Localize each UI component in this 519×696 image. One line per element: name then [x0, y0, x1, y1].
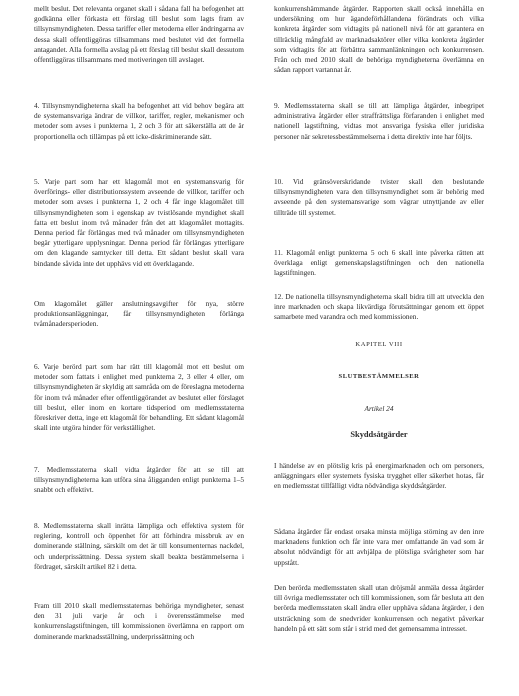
- paragraph-5-sub: Om klagomålet gäller anslutningsavgifter för nya, större produktionsanläggningar, får tillsynsmyndigheten förlänga tvåmånadersperioden.: [34, 299, 244, 329]
- article-title: Skyddsåtgärder: [350, 430, 408, 439]
- article-number: Artikel 24: [364, 404, 394, 413]
- paragraph-4: 4. Tillsynsmyndigheterna skall ha befogenhet att vid behov begära att de systemansvariga ändrar de villkor, tariffer, regler, mekanismer och metoder som avses i punkterna 1, 2 och 3 för att säkerställa att de är proportionella och tillämpas på ett icke-diskriminerande sätt.: [34, 101, 244, 141]
- paragraph-8: 8. Medlemsstaterna skall inrätta lämpliga och effektiva system för reglering, kontroll och öppenhet för att förhindra missbruk av en dominerande ställning, särskilt om det är till konsumenternas nackdel, och underprissättning. Dessa system skall beakta bestämmelserna i fördraget, särskilt artikel 82 i detta.: [34, 521, 244, 571]
- chapter-heading: KAPITEL VIII: [355, 341, 403, 348]
- paragraph-7: 7. Medlemsstaterna skall vidta åtgärder för att se till att tillsynsmyndigheterna kan utföra sina åligganden enligt punkterna 1–5 snabbt och effektivt.: [34, 465, 244, 495]
- paragraph: mellt beslut. Det relevanta organet skall i sådana fall ha befogenhet att godkänna eller förkasta ett förslag till beslut som lagts fram av tillsynsmyndigheten. Dessa tariffer eller metoderna eller ändringarna av dessa skall offentliggöras tillsammans med beslutet vid det formella antagandet. Alla formella avslag på ett förslag till beslut skall dessutom offentliggöras tillsammans med motiveringen till avslaget.: [34, 4, 244, 65]
- paragraph-9: 9. Medlemsstaterna skall se till att lämpliga åtgärder, inbegripet administrativa åtgärder eller straffrättsliga förfaranden i enlighet med nationell lagstiftning, vidtas mot ansvariga fysiska eller juridiska personer när sekretessbestämmelserna i detta direktiv inte har följts.: [274, 101, 484, 141]
- paragraph-art24-2: Sådana åtgärder får endast orsaka minsta möjliga störning av den inre marknadens funktion och får inte vara mer omfattande än vad som är absolut nödvändigt för att avhjälpa de plötsliga svårigheter som har uppstått.: [274, 527, 484, 567]
- paragraph-art24-1: I händelse av en plötslig kris på energimarknaden och om personers, anläggningars eller systemets fysiska trygghet eller säkerhet hotas, får en medlemsstat tillfälligt vidta nödvändiga skyddsåtgärder.: [274, 461, 484, 491]
- chapter-title: SLUTBESTÄMMELSER: [338, 373, 420, 380]
- paragraph-11: 11. Klagomål enligt punkterna 5 och 6 skall inte påverka rätten att överklaga enligt gemenskapslagstiftningen och den nationella lagstiftningen.: [274, 248, 484, 278]
- paragraph-art24-3: Den berörda medlemsstaten skall utan dröjsmål anmäla dessa åtgärder till övriga medlemsstater och till kommissionen, som får besluta att den berörda medlemsstaten skall ändra eller upphäva sådana åtgärder, i den utsträckning som de snedvrider konkurrensen och negativt påverkar handeln på ett sätt som står i strid med det gemensamma intresset.: [274, 583, 484, 633]
- paragraph-6: 6. Varje berörd part som har rätt till klagomål mot ett beslut om metoder som fattats i enlighet med punkterna 2, 3 eller 4 eller, om tillsynsmyndigheten är skyldig att samråda om de föreslagna metoderna för inom två månader efter offentliggörandet av beslutet eller förslaget till beslut, eller inom en kortare tidsperiod om medlemsstaterna föreskriver detta, inge ett klagomål för behandling. Ett sådant klagomål skall inte utgöra hinder för verkställighet.: [34, 362, 244, 433]
- paragraph-cont: konkurrenshämmande åtgärder. Rapporten skall också innehålla en undersökning om hur ägandeförhållandena förändrats och vilka konkreta åtgärder som vidtagits på nationell nivå för att garantera en tillräcklig mångfald av marknadsaktörer eller vilka konkreta åtgärder som vidtagits för att förbättra sammanlänkningen och konkurrensen. Från och med 2010 skall de behöriga myndigheterna överlämna en sådan rapport vartannat år.: [274, 4, 484, 75]
- paragraph-10: 10. Vid gränsöverskridande tvister skall den beslutande tillsynsmyndigheten vara den tillsynsmyndighet som är behörig med avseende på den systemansvarige som vägrar utnyttjande av eller tillträde till systemet.: [274, 177, 484, 217]
- paragraph-5: 5. Varje part som har ett klagomål mot en systemansvarig för överförings- eller distributionssystem avseende de villkor, tariffer och metoder som avses i punkterna 1, 2 och 4 får inge klagomålet till tillsynsmyndigheten som i egenskap av tvistlösande myndighet skall fatta ett beslut inom två månader från det att klagomålet mottagits. Denna period får förlängas med två månader om tillsynsmyndigheten begär ytterligare upplysningar. Denna period får förlängas ytterligare om den klagande samtycker till detta. Ett sådant beslut skall vara bindande såvida inte det upphävs vid ett överklagande.: [34, 177, 244, 268]
- paragraph-12: 12. De nationella tillsynsmyndigheterna skall bidra till att utveckla den inre marknaden och skapa likvärdiga förutsättningar genom ett öppet samarbete med varandra och med kommissionen.: [274, 292, 484, 322]
- paragraph-8-sub: Fram till 2010 skall medlemsstaternas behöriga myndigheter, senast den 31 juli varje år och i överensstämmelse med konkurrenslagstiftningen, till kommissionen överlämna en rapport om dominerande marknadsställning, underprissättning och: [34, 601, 244, 641]
